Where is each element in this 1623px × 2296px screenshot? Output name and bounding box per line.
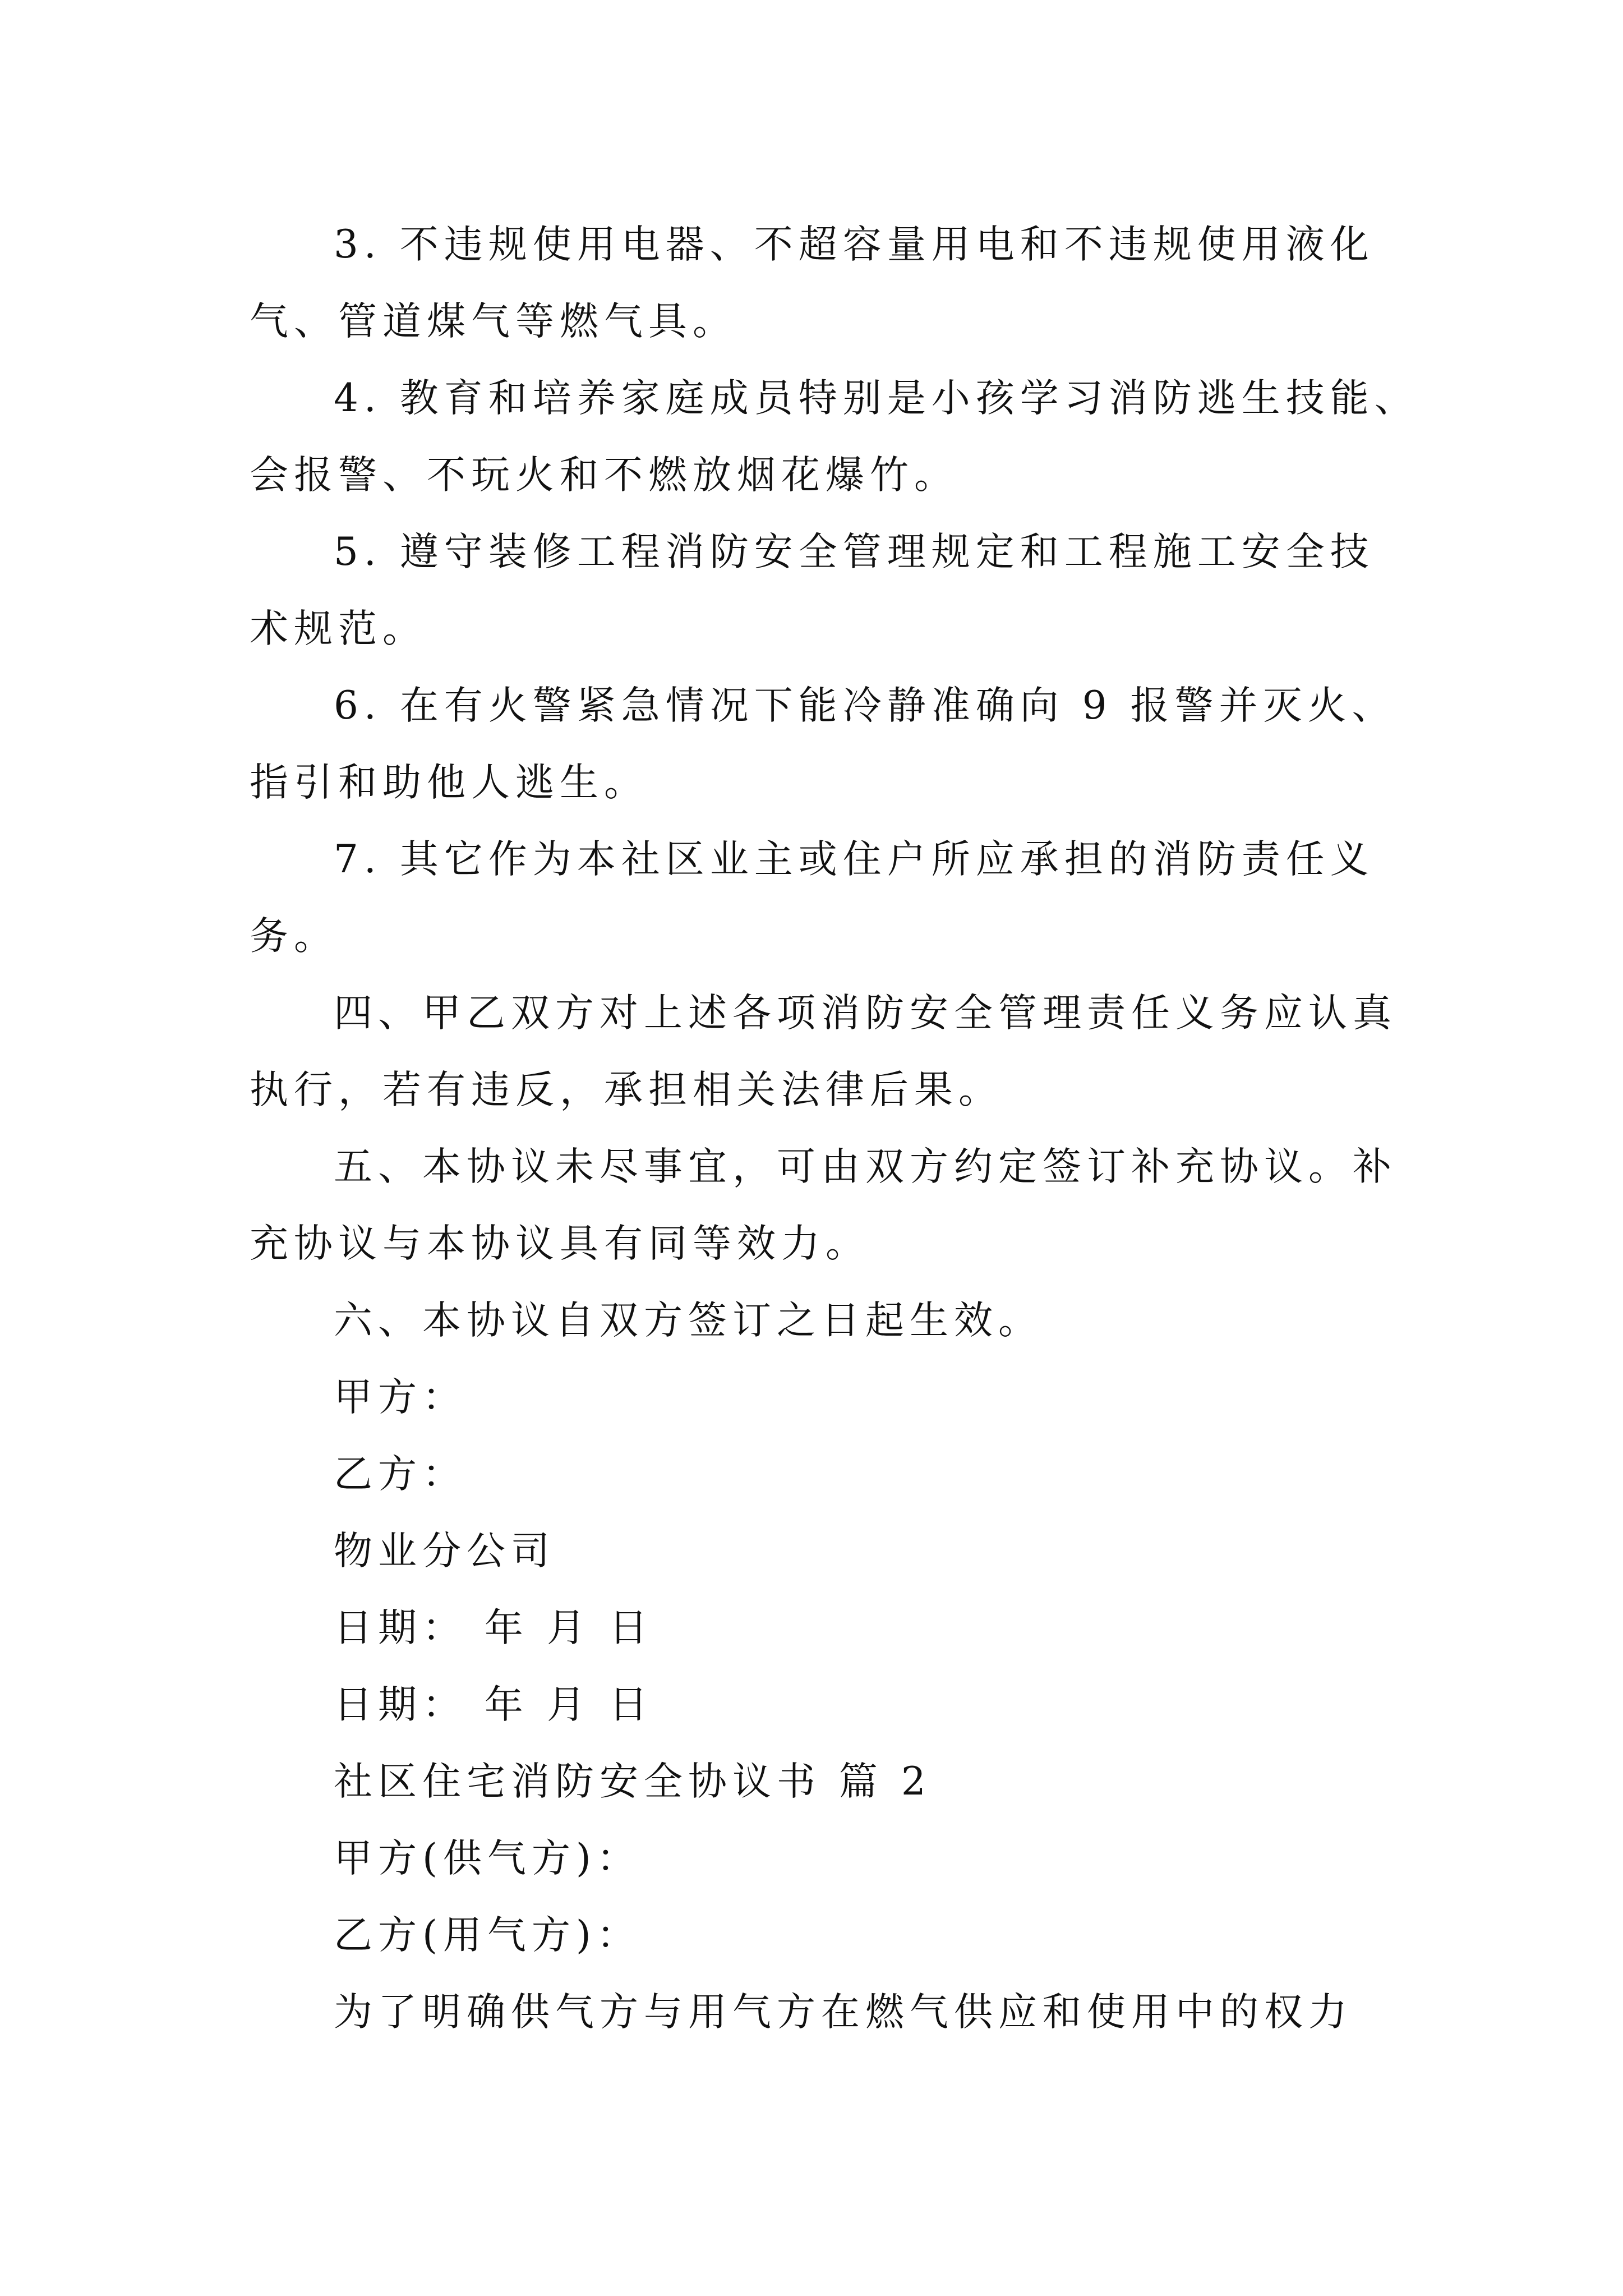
section-4-line-2: 执行，若有违反，承担相关法律后果。	[250, 1068, 1003, 1112]
property-company-label: 物业分公司	[334, 1529, 555, 1573]
clause-4-line-2: 会报警、不玩火和不燃放烟花爆竹。	[250, 453, 958, 498]
section-5-line-2: 充协议与本协议具有同等效力。	[250, 1221, 870, 1266]
party-a-label: 甲方：	[334, 1375, 467, 1420]
section-5-line-1: 五、本协议未尽事宜，可由双方约定签订补充协议。补	[334, 1144, 1397, 1189]
intro-paragraph-line: 为了明确供气方与用气方在燃气供应和使用中的权力	[334, 1990, 1353, 2035]
party-b-label: 乙方：	[334, 1452, 467, 1497]
clause-7-line-1: 7. 其它作为本社区业主或住户所应承担的消防责任义	[334, 837, 1375, 882]
clause-4-line-1: 4. 教育和培养家庭成员特别是小孩学习消防逃生技能、	[334, 376, 1419, 421]
clause-6-line-1: 6. 在有火警紧急情况下能冷静准确向 9 报警并灭火、	[334, 683, 1396, 728]
clause-5-line-2: 术规范。	[250, 606, 427, 651]
clause-7-line-2: 务。	[250, 914, 338, 959]
gas-user-label: 乙方(用气方)：	[334, 1913, 641, 1958]
clause-3-line-1: 3. 不违规使用电器、不超容量用电和不违规使用液化	[334, 222, 1375, 267]
section-4-line-1: 四、甲乙双方对上述各项消防安全管理责任义务应认真	[334, 991, 1397, 1036]
date-line-2: 日期： 年 月 日	[334, 1682, 653, 1727]
clause-6-line-2: 指引和助他人逃生。	[250, 760, 648, 805]
date-line-1: 日期： 年 月 日	[334, 1605, 653, 1650]
section-6-line: 六、本协议自双方签订之日起生效。	[334, 1298, 1043, 1343]
clause-3-line-2: 气、管道煤气等燃气具。	[250, 299, 737, 344]
document-body	[250, 206, 1419, 2051]
clause-5-line-1: 5. 遵守装修工程消防安全管理规定和工程施工安全技	[334, 530, 1375, 574]
agreement-title-part-2: 社区住宅消防安全协议书 篇 2	[334, 1759, 932, 1804]
gas-supplier-label: 甲方(供气方)：	[334, 1836, 641, 1881]
